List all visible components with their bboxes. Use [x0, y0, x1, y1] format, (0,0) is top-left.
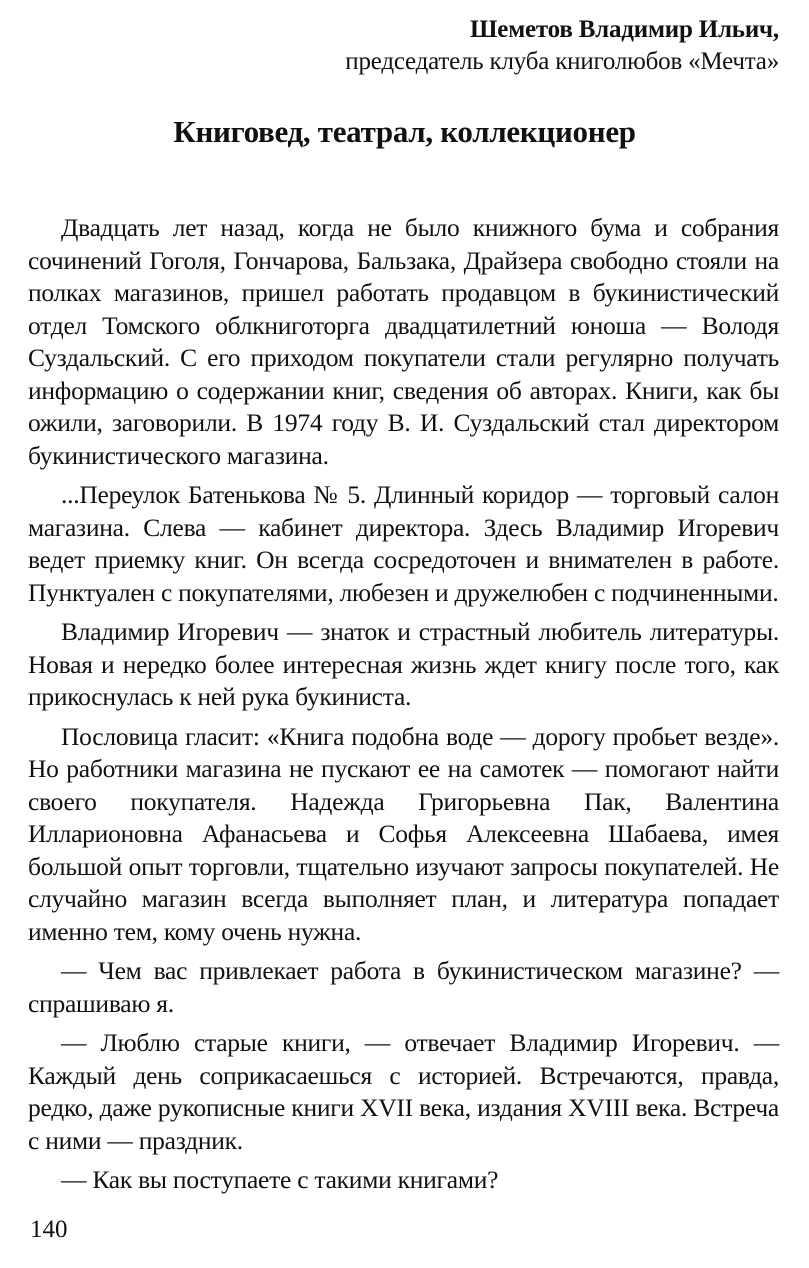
paragraph-4: Пословица гласит: «Книга подобна воде — дорогу пробьет везде». Но работники магазина не пускают ее на самотек — помогают найти своего покупателя. Надежда Григорьевна Пак, Валентина Илларионовна Афанасьева и Софья Алексеевна Шабаева, имея большой опыт торговли, тщательно изучают запросы покупателей. Не случайно магазин всегда выполняет план, и литература попадает именно тем, кому очень нужна. [28, 721, 779, 946]
paragraph-5: — Чем вас привлекает работа в букинистическом магазине? — спрашиваю я. [28, 956, 779, 1018]
paragraph-3: Владимир Игоревич — знаток и страстный любитель литературы. Новая и нередко более интересная жизнь ждет книгу после того, как прикоснулась к ней рука букиниста. [28, 617, 779, 711]
paragraph-2: ...Переулок Батенькова № 5. Длинный коридор — торговый салон магазина. Слева — кабинет директора. Здесь Владимир Игоревич ведет приемку книг. Он всегда сосредоточен и внимателен в работе. Пунктуален с покупателями, любезен и дружелюбен с подчиненными. [28, 480, 779, 607]
article-title: Книговед, театрал, коллекционер [173, 114, 636, 149]
paragraph-1: Двадцать лет назад, когда не было книжного бума и собрания сочинений Гоголя, Гончарова, Бальзака, Драйзера свободно стояли на полках магазинов, пришел работать продавцом в букинистический отдел Томского облкниготорга двадцатилетний юноша — Володя Суздальский. С его приходом покупатели стали регулярно получать информацию о содержании книг, сведения об авторах. Книги, как бы ожили, заговорили. В 1974 году В. И. Суздальский стал директором букинистического магазина. [28, 213, 779, 470]
paragraph-7: — Как вы поступаете с такими книгами? [61, 1165, 499, 1194]
author-role: председатель клуба книголюбов «Мечта» [345, 48, 779, 75]
page-number: 140 [30, 1216, 68, 1243]
author-block [345, 14, 779, 78]
article-body [28, 212, 779, 1204]
paragraph-6: — Люблю старые книги, — отвечает Владимир Игоревич. — Каждый день соприкасаешься с историей. Встречаются, правда, редко, даже рукописные книги XVII века, издания XVIII века. Встреча с ними — праздник. [28, 1028, 779, 1155]
author-name: Шеметов Владимир Ильич, [470, 16, 779, 43]
